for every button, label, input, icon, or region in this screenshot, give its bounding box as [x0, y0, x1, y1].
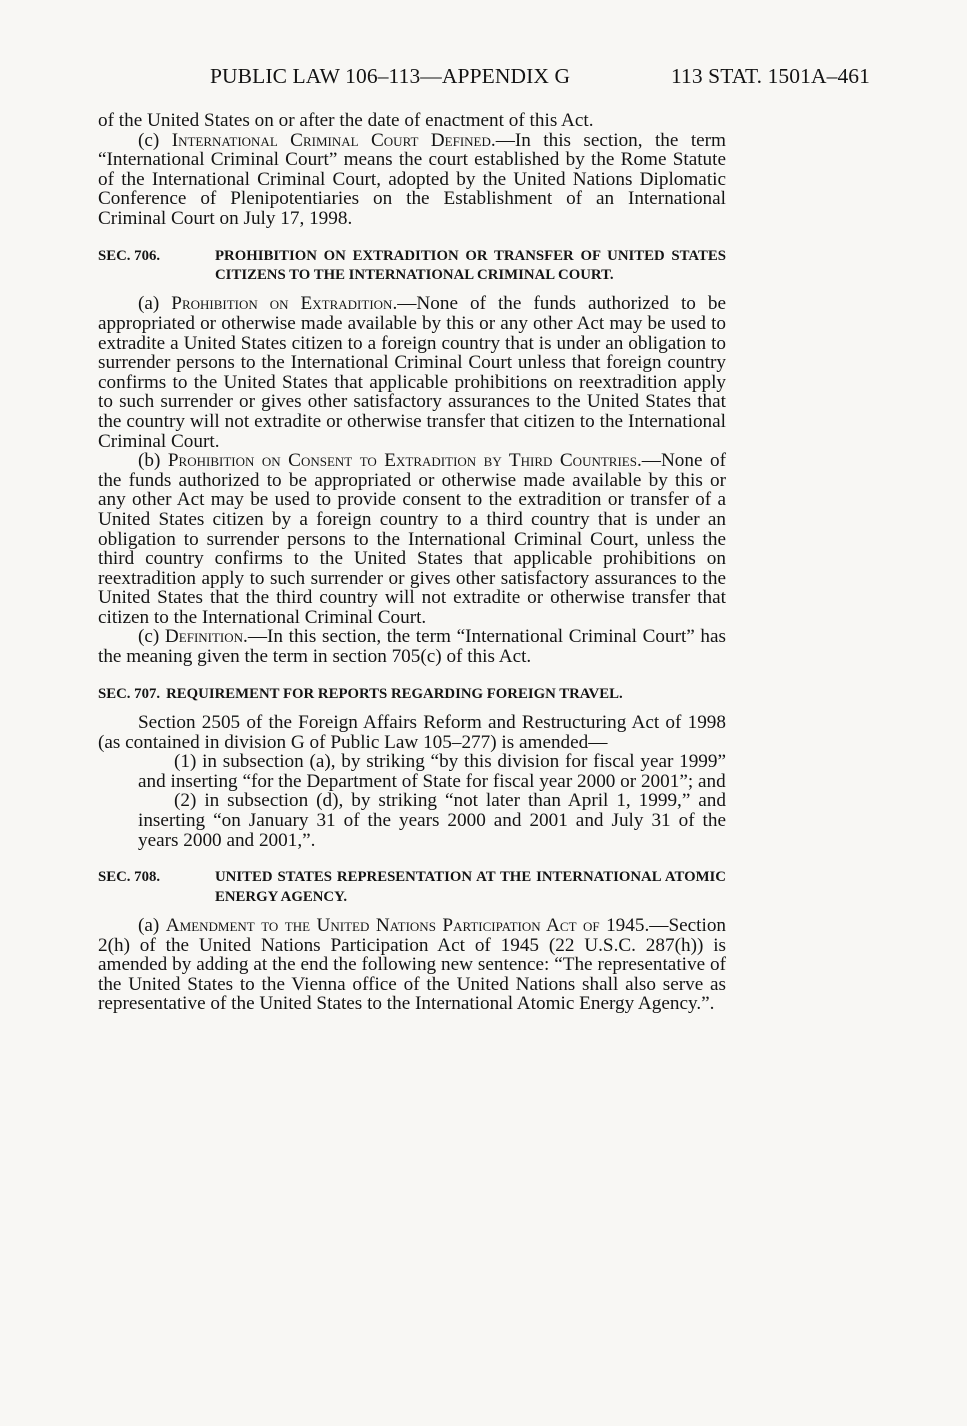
sec708-a-text: .—Section 2(h) of the United Nations Participation Act of 1945 (22 U.S.C. 287(h)) is amended by adding at the end the following new sentence: “The representative of the United States to the Vienna office of the United Nations shall also serve as representative of the United States to the International Atomic Energy Agency.”. [98, 915, 727, 1015]
sec706-c-paragraph [98, 627, 726, 666]
carryover-paragraph: of the United States on or after the date of enactment of this Act. [98, 110, 594, 131]
sec707-item-2: (2) in subsection (d), by striking “not later than April 1, 1999,” and inserting “on January 31 of the years 2000 and 2001 and July 31 of the years 2000 and 2001,”. [138, 790, 726, 851]
sec706-b-heading: Prohibition on Consent to Extradition by Third Countries [167, 450, 637, 472]
sec707-amendment-list [138, 752, 726, 850]
sec705-c-text: .—In this section, the term “International Criminal Court” means the court established by the Rome Statute of the International Criminal Court, adopted by the United Nations Diplomatic Conference of Plenipotentiaries on the Establishment of an International Criminal Court on July 17, 1998. [98, 129, 726, 229]
page-number: 113 STAT. 1501A–461 [670, 64, 870, 88]
sec706-a-paragraph [98, 294, 726, 451]
sec706-title: PROHIBITION ON EXTRADITION OR TRANSFER OF UNITED STATES CITIZENS TO THE INTERNATIONAL CRIMINAL COURT. [215, 247, 726, 283]
sec706-a-heading: Prohibition on Extradition [171, 293, 393, 315]
sec706-c-text: .—In this section, the term “International Criminal Court” has the meaning given the term in section 705(c) of this Act. [98, 626, 727, 668]
sec708-title: UNITED STATES REPRESENTATION AT THE INTERNATIONAL ATOMIC ENERGY AGENCY. [215, 869, 726, 905]
sec707-title: REQUIREMENT FOR REPORTS REGARDING FOREIGN TRAVEL. [166, 685, 623, 702]
sec705-c-label: (c) [138, 129, 172, 151]
sec706-c-label: (c) [138, 626, 165, 648]
sec706-number: SEC. 706. [98, 247, 161, 264]
sec708-a-label: (a) [138, 915, 166, 937]
sec707-item-1: (1) in subsection (a), by striking “by this division for fiscal year 1999” and inserting “for the Department of State for fiscal year 2000 or 2001”; and [138, 751, 726, 792]
sec708-heading [98, 868, 726, 907]
sec706-b-label: (b) [138, 450, 168, 472]
sec705-c-heading: International Criminal Court Defined [171, 129, 491, 151]
document-body [98, 111, 726, 1014]
sec706-a-text: .—None of the funds authorized to be appropriated or otherwise made available by this or any other Act may be used to extradite a United States citizen to a foreign country that is under an obligation to surrender persons to the International Criminal Court unless that foreign country confirms to the United States that applicable prohibitions on reextradition apply to such surrender or gives other satisfactory assurances to the United States that the country will not extradite or otherwise transfer that citizen to the International Criminal Court. [98, 293, 727, 452]
sec706-b-paragraph [98, 451, 726, 627]
running-head: PUBLIC LAW 106–113—APPENDIX G [210, 64, 571, 88]
page-header [210, 64, 870, 94]
sec706-c-heading: Definition [164, 626, 244, 648]
sec707-heading [98, 685, 726, 704]
sec708-a-heading: Amendment to the United Nations Participation Act of 1945 [165, 915, 645, 937]
sec708-a-paragraph [98, 916, 726, 1014]
sec705-c-paragraph [98, 131, 726, 229]
sec706-b-text: .—None of the funds authorized to be appropriated or otherwise made available by this or any other Act may be used to provide consent to the extradition or transfer of a United States citizen by a foreign country to a third country that is under an obligation to surrender persons to the International Criminal Court, unless the third country confirms to the United States that applicable prohibitions on reextradition apply to such surrender or gives other satisfactory assurances to the United States that the third country will not extradite or otherwise transfer that citizen to the International Criminal Court. [98, 450, 726, 628]
sec707-intro: Section 2505 of the Foreign Affairs Reform and Restructuring Act of 1998 (as contained in division G of Public Law 105–277) is amended— [98, 712, 726, 753]
sec706-heading [98, 247, 726, 286]
sec707-number: SEC. 707. [98, 685, 161, 702]
sec708-number: SEC. 708. [98, 869, 161, 886]
sec706-a-label: (a) [138, 293, 172, 315]
